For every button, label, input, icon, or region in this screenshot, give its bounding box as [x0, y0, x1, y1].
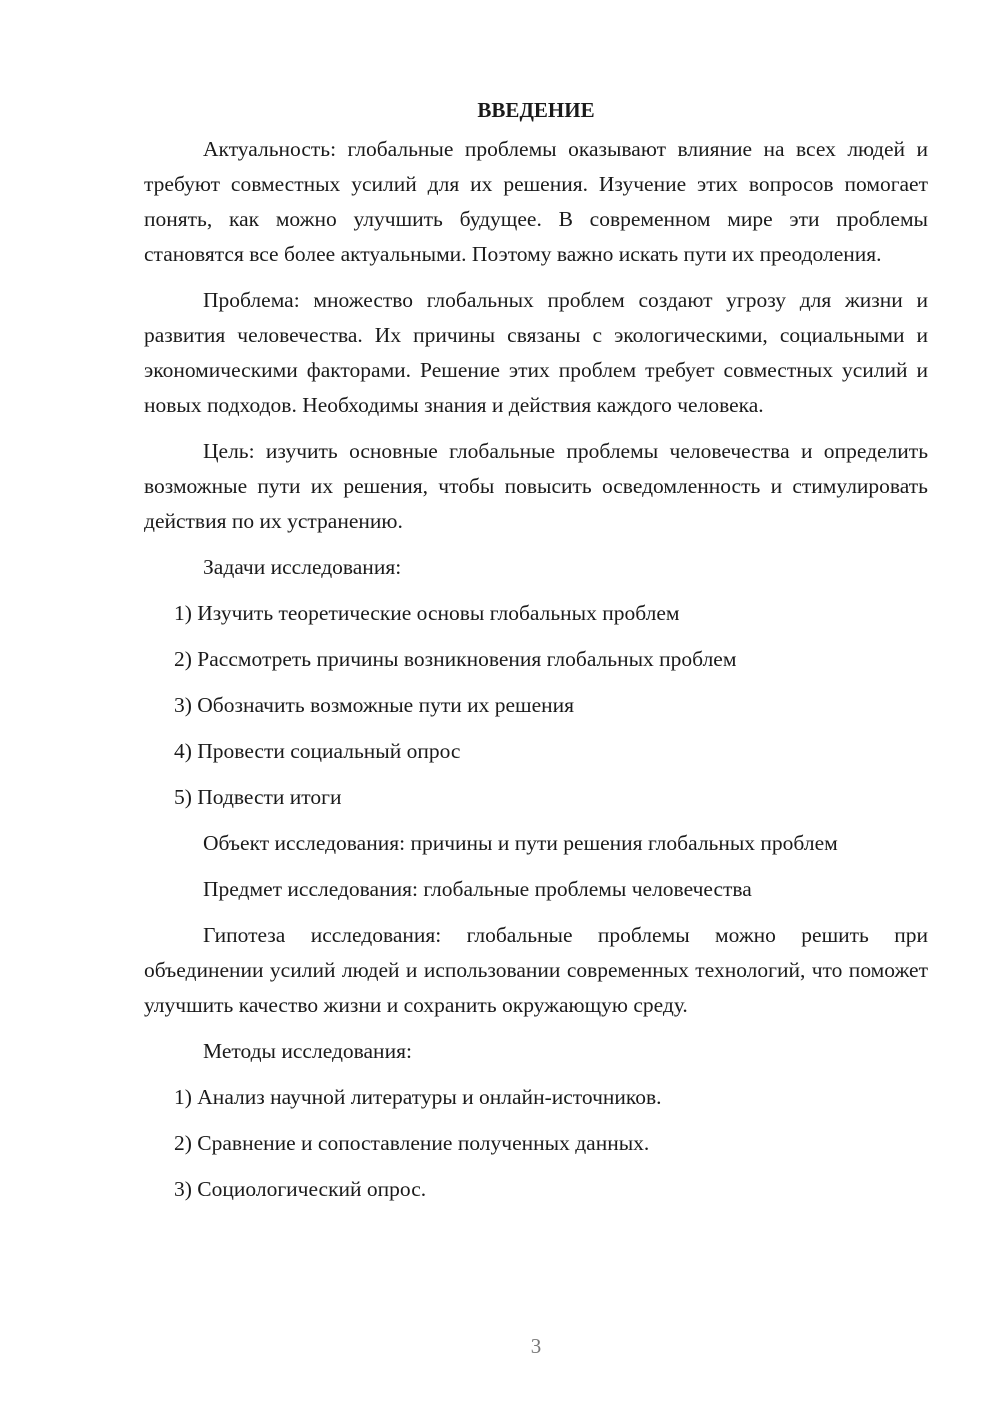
problem-paragraph: Проблема: множество глобальных проблем создают угрозу для жизни и развития человечества. Их причины связаны с экологическими, социальными и экономическими факторами. Решение этих проблем требует совместных усилий и новых подходов. Необходимы знания и действия каждого человека.: [144, 288, 928, 417]
task-item-5: 5) Подвести итоги: [174, 785, 342, 809]
document-page: [144, 96, 928, 1218]
method-item-2: 2) Сравнение и сопоставление полученных данных.: [174, 1131, 650, 1155]
section-title: ВВЕДЕНИЕ: [477, 98, 595, 122]
task-item-3: 3) Обозначить возможные пути их решения: [174, 693, 575, 717]
relevance-paragraph: Актуальность: глобальные проблемы оказывают влияние на всех людей и требуют совместных усилий для их решения. Изучение этих вопросов помогает понять, как можно улучшить будущее. В современном мире эти проблемы становятся все более актуальными. Поэтому важно искать пути их преодоления.: [144, 137, 928, 266]
object-paragraph: Объект исследования: причины и пути решения глобальных проблем: [203, 831, 838, 855]
method-item-1: 1) Анализ научной литературы и онлайн-источников.: [174, 1085, 662, 1109]
task-item-4: 4) Провести социальный опрос: [174, 739, 461, 763]
method-item-3: 3) Социологический опрос.: [174, 1177, 427, 1201]
goal-paragraph: Цель: изучить основные глобальные проблемы человечества и определить возможные пути их решения, чтобы повысить осведомленность и стимулировать действия по их устранению.: [144, 439, 928, 533]
subject-paragraph: Предмет исследования: глобальные проблемы человечества: [203, 877, 752, 901]
page-number: 3: [530, 1334, 542, 1358]
task-item-2: 2) Рассмотреть причины возникновения глобальных проблем: [174, 647, 737, 671]
hypothesis-paragraph: Гипотеза исследования: глобальные проблемы можно решить при объединении усилий людей и использовании современных технологий, что поможет улучшить качество жизни и сохранить окружающую среду.: [144, 923, 928, 1017]
task-item-1: 1) Изучить теоретические основы глобальных проблем: [174, 601, 680, 625]
tasks-heading: Задачи исследования:: [203, 555, 402, 579]
methods-heading: Методы исследования:: [203, 1039, 412, 1063]
